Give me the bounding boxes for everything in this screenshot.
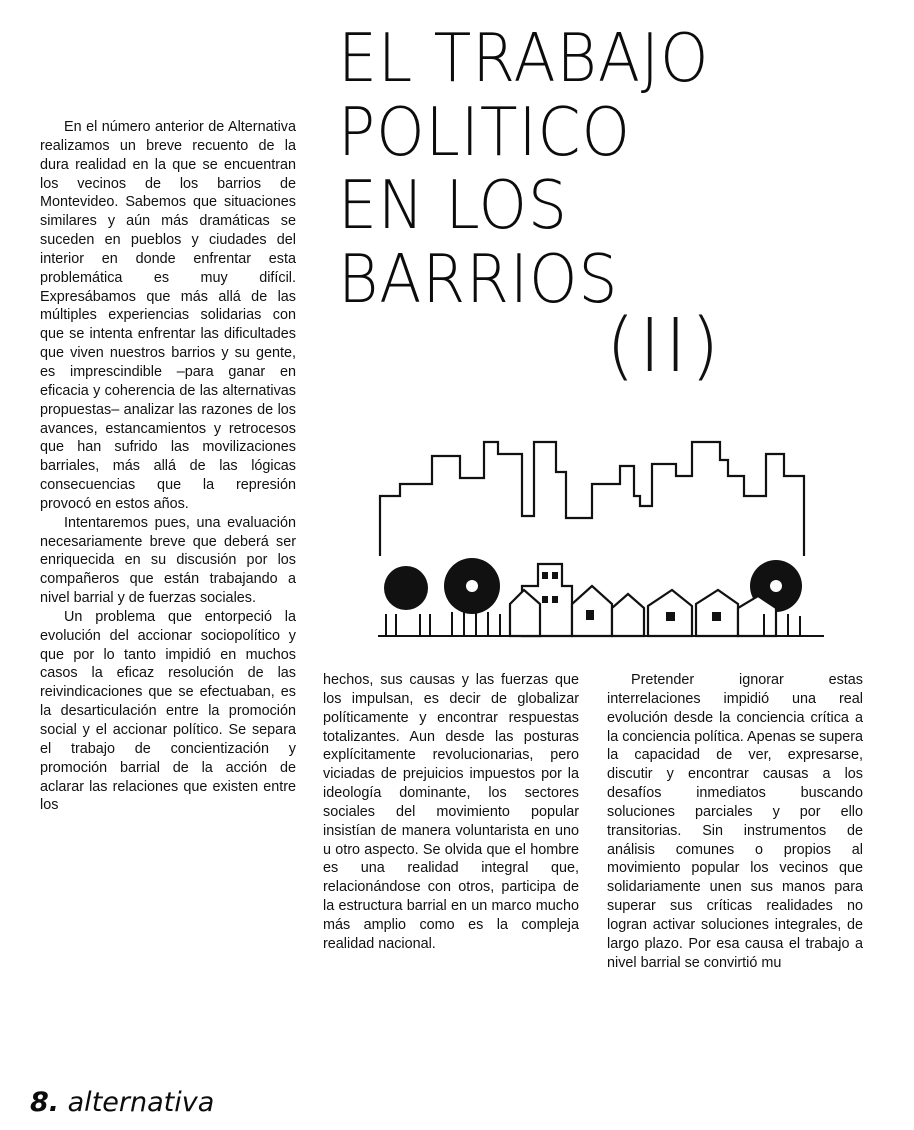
skyline-outline (380, 442, 804, 556)
page-number: 8. (30, 1087, 60, 1118)
paragraph-2: Intentaremos pues, una evaluación necesariamente breve que deberá ser enriquecida en su discusión por los compañeros que están trabajando a nivel barrial y de fuerzas sociales. (40, 514, 296, 607)
title-line-1: EL TRABAJO (338, 19, 710, 97)
article-subtitle: (II) (606, 303, 724, 389)
title-line-4: BARRIOS (338, 239, 619, 318)
magazine-name: alternativa (67, 1087, 215, 1118)
paragraph-1: En el número anterior de Alternativa realizamos un breve recuento de la dura realidad en la que se encuentran los vecinos de los barrios de Montevideo. Sabemos que situaciones similares y aún más dramáticas se suceden en pueblos y ciudades del interior en donde enfrentar esta problemática es muy difícil. Expresábamos que más allá de las múltiples experiencias solidarias con que se intenta enfrentar las dificultades que viven nuestros barrios y su gente, es imprescindible –para ganar en eficacia y coherencia de las alternativas propuestas– analizar las razones de los avances, estancamientos y retrocesos que han sufrido las movilizaciones barriales, más allá de las lógicas consecuencias que la represión provocó en estos años. (40, 119, 296, 512)
paragraph-4: hechos, sus causas y las fuerzas que los impulsan, es decir de globalizar políticamente y encontrar respuestas totalizantes. Aun desde las posturas explícitamente revolucionarias, pero viciadas de prejuicios impuestos por la ideología dominante, los sectores sociales del movimiento popular insistían de manera voluntarista en uno u otro aspecto. Se olvida que el hombre es una realidad integral que, relacionándose con otros, participa de la estructura barrial en un marco mucho más amplio como es la compleja realidad nacional. (323, 672, 579, 952)
title-line-2: POLITICO (338, 92, 631, 171)
page-footer (30, 1088, 214, 1118)
text-column-1 (40, 118, 296, 815)
paragraph-5: Pretender ignorar estas interrelaciones impidió una real evolución desde la conciencia crítica a la conciencia política. Apenas se supera la capacidad de ver, expresarse, discutir y encontrar causas a los desafíos inmediatos buscando soluciones parciales y por ello transitorias. Sin instrumentos de análisis comunes o propios al movimiento popular los vecinos que solidariamente unen sus manos para superar sus críticas realidades no logran activar soluciones integrales, de largo plazo. Por esa causa el trabajo a nivel barrial se convirtió mu (607, 672, 863, 971)
paragraph-3: Un problema que entorpeció la evolución del accionar sociopolítico y que por lo tanto impidió en muchos casos la eficaz resolución de las reivindicaciones que se efectuaban, es la desarticulación entre la promoción social y el accionar político. Se separa el trabajo de concientización y promoción barrial de la acción de aclarar las relaciones que existen entre los (40, 608, 296, 814)
title-line-3: EN LOS (338, 166, 568, 244)
text-column-3 (607, 671, 863, 973)
city-skyline-illustration (372, 436, 832, 646)
houses (510, 564, 776, 636)
article-title (338, 19, 710, 318)
text-column-2 (323, 671, 579, 954)
